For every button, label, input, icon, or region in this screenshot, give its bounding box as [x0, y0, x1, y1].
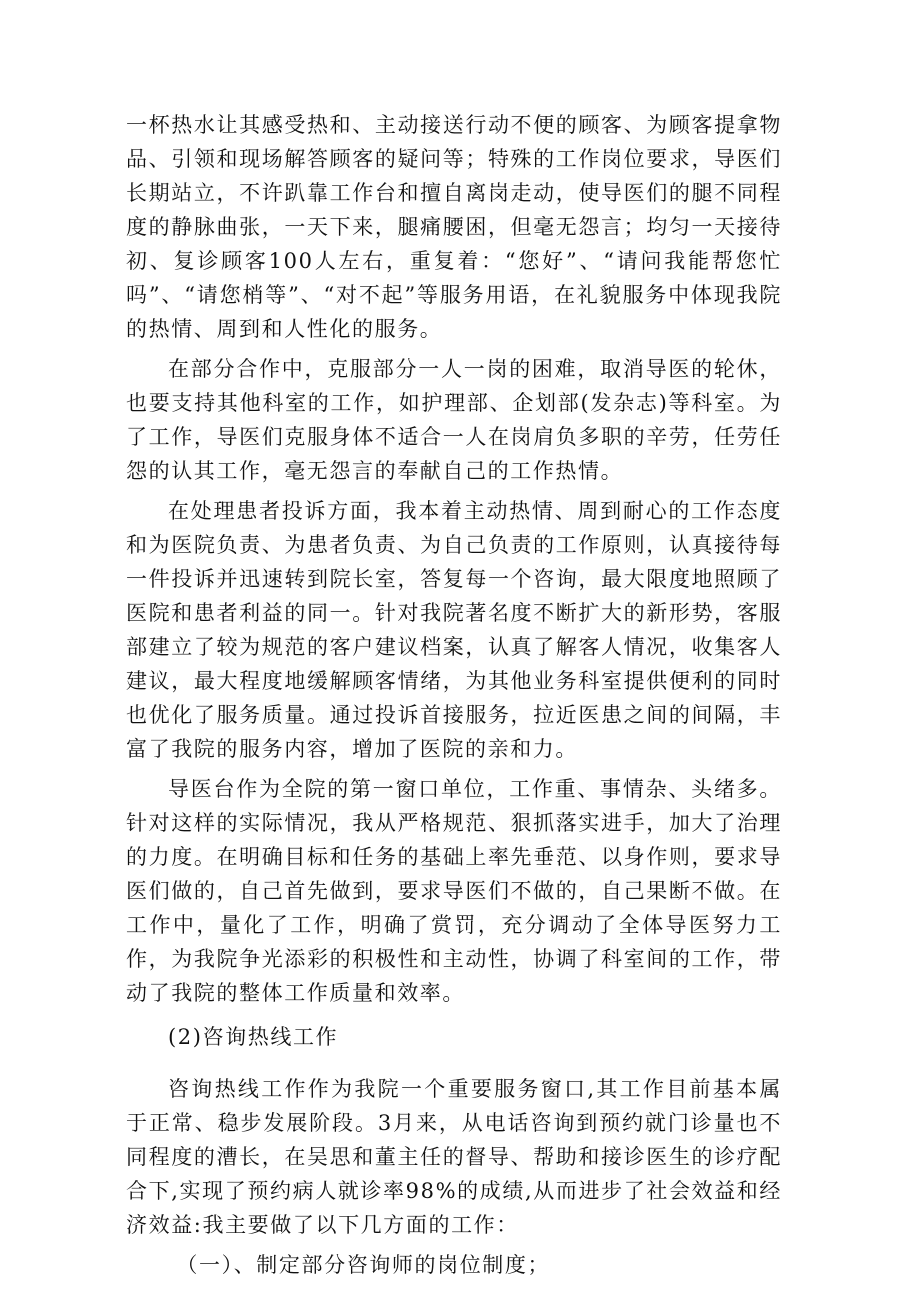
list-item: （一）、制定部分咨询师的岗位制度；: [176, 1253, 551, 1277]
section-heading: (2)咨询热线工作: [168, 1025, 339, 1049]
paragraph-cooperation: 在部分合作中，克服部分一人一岗的困难，取消导医的轮休，也要支持其他科室的工作，如护理部、企划部(发杂志)等科室。为了工作，导医们克服身体不适合一人在岗肩负多职的辛劳，任劳任怨的认其工作，毫无怨言的奉献自己的工作热情。: [126, 357, 782, 483]
paragraph-guide-desk-management: 导医台作为全院的第一窗口单位，工作重、事情杂、头绪多。针对这样的实际情况，我从严格规范、狠抓落实进手，加大了治理的力度。在明确目标和任务的基础上率先垂范、以身作则，要求导医们做的，自己首先做到，要求导医们不做的，自己果断不做。在工作中，量化了工作，明确了赏罚，充分调动了全体导医努力工作，为我院争光添彩的积极性和主动性，协调了科室间的工作，带动了我院的整体工作质量和效率。: [126, 777, 782, 1005]
paragraph-hotline-work: 咨询热线工作作为我院一个重要服务窗口,其工作目前基本属于正常、稳步发展阶段。3月来，从电话咨询到预约就门诊量也不同程度的漕长，在吴思和董主任的督导、帮助和接诊医生的诊疗配合下,实现了预约病人就诊率98%的成绩,从而进步了社会效益和经济效益:我主要做了以下几方面的工作：: [126, 1077, 782, 1237]
document-body: [126, 108, 782, 1282]
paragraph-complaint-handling: 在处理患者投诉方面，我本着主动热情、周到耐心的工作态度和为医院负责、为患者负责、为自己负责的工作原则，认真接待每一件投诉并迅速转到院长室，答复每一个咨询，最大限度地照顾了医院和患者利益的同一。针对我院著名度不断扩大的新形势，客服部建立了较为规范的客户建议档案，认真了解客人情况，收集客人建议，最大程度地缓解顾客情绪，为其他业务科室提供便利的同时也优化了服务质量。通过投诉首接服务，拉近医患之间的间隔，丰富了我院的服务内容，增加了医院的亲和力。: [126, 499, 782, 761]
paragraph-service-details: 一杯热水让其感受热和、主动接送行动不便的顾客、为顾客提拿物品、引领和现场解答顾客的疑问等；特殊的工作岗位要求，导医们长期站立，不许趴靠工作台和擅自离岗走动，使导医们的腿不同程度的静脉曲张，一天下来，腿痛腰困，但毫无怨言；均匀一天接待初、复诊顾客100人左右，重复着：“您好”、“请问我能帮您忙吗”、“请您梢等”、“对不起”等服务用语，在礼貌服务中体现我院的热情、周到和人性化的服务。: [126, 113, 782, 341]
